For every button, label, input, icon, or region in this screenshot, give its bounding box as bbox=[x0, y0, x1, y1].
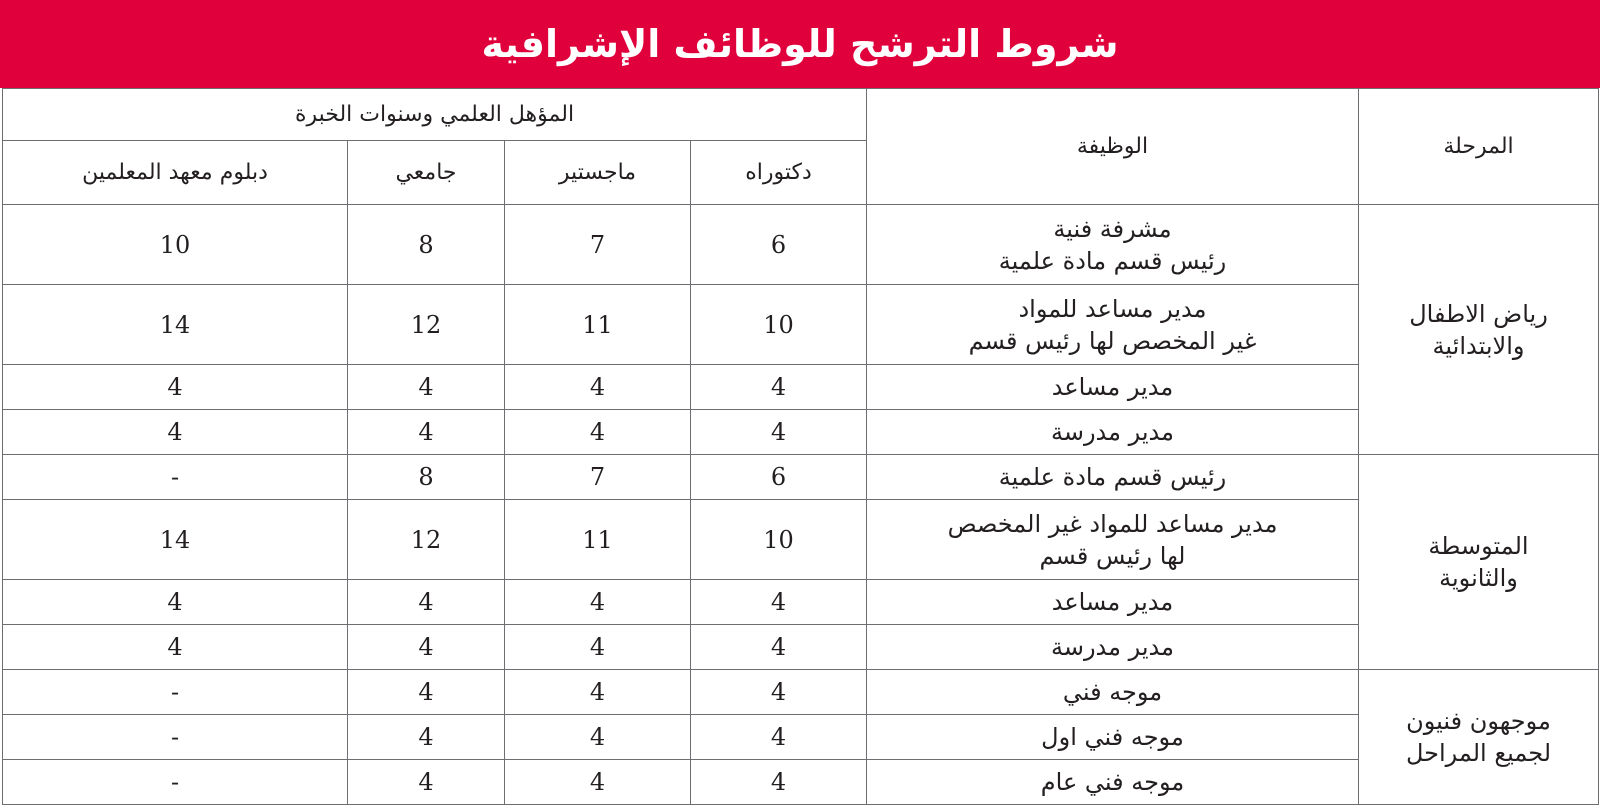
table-row bbox=[3, 455, 1599, 500]
university-cell: 4 bbox=[348, 410, 505, 455]
masters-cell: 7 bbox=[505, 455, 691, 500]
stage-line: لجميع المراحل bbox=[1405, 739, 1552, 767]
diploma-cell: 14 bbox=[3, 500, 348, 580]
diploma-cell: - bbox=[3, 760, 348, 805]
doctorate-cell: 4 bbox=[691, 365, 867, 410]
stage-line: والابتدائية bbox=[1432, 331, 1525, 360]
job-line: غير المخصص لها رئيس قسم bbox=[968, 326, 1257, 355]
doctorate-cell: 4 bbox=[691, 760, 867, 805]
masters-cell: 11 bbox=[505, 285, 691, 365]
job-cell: مدير مدرسة bbox=[867, 410, 1359, 455]
header-job: الوظيفة bbox=[867, 89, 1359, 205]
stage-cell bbox=[1359, 455, 1599, 670]
job-cell: رئيس قسم مادة علمية bbox=[867, 455, 1359, 500]
masters-cell: 4 bbox=[505, 715, 691, 760]
header-doctorate: دكتوراه bbox=[691, 141, 867, 205]
masters-cell: 4 bbox=[505, 625, 691, 670]
university-cell: 12 bbox=[348, 500, 505, 580]
table-row bbox=[3, 670, 1599, 715]
masters-cell: 7 bbox=[505, 205, 691, 285]
masters-cell: 4 bbox=[505, 670, 691, 715]
header-university: جامعي bbox=[348, 141, 505, 205]
doctorate-cell: 6 bbox=[691, 205, 867, 285]
job-cell: موجه فني bbox=[867, 670, 1359, 715]
stage-cell bbox=[1359, 205, 1599, 455]
diploma-cell: - bbox=[3, 670, 348, 715]
masters-cell: 4 bbox=[505, 580, 691, 625]
university-cell: 8 bbox=[348, 455, 505, 500]
doctorate-cell: 4 bbox=[691, 580, 867, 625]
stage-line: موجهون فنيون bbox=[1406, 707, 1551, 735]
university-cell: 4 bbox=[348, 670, 505, 715]
diploma-cell: 4 bbox=[3, 625, 348, 670]
masters-cell: 4 bbox=[505, 760, 691, 805]
header-masters: ماجستير bbox=[505, 141, 691, 205]
job-line: مدير مساعد للمواد غير المخصص bbox=[947, 509, 1278, 538]
job-cell bbox=[867, 500, 1359, 580]
doctorate-cell: 4 bbox=[691, 715, 867, 760]
job-line: لها رئيس قسم bbox=[1039, 541, 1186, 570]
header-stage: المرحلة bbox=[1359, 89, 1599, 205]
doctorate-cell: 4 bbox=[691, 670, 867, 715]
header-row bbox=[3, 89, 1599, 141]
diploma-cell: 4 bbox=[3, 580, 348, 625]
title-banner bbox=[0, 0, 1600, 88]
requirements-table bbox=[2, 88, 1599, 805]
university-cell: 4 bbox=[348, 580, 505, 625]
doctorate-cell: 10 bbox=[691, 285, 867, 365]
doctorate-cell: 10 bbox=[691, 500, 867, 580]
university-cell: 4 bbox=[348, 625, 505, 670]
job-cell: مدير مدرسة bbox=[867, 625, 1359, 670]
job-line: مشرفة فنية bbox=[1053, 214, 1172, 243]
table-row bbox=[3, 205, 1599, 285]
stage-line: والثانوية bbox=[1439, 564, 1518, 592]
job-line: رئيس قسم مادة علمية bbox=[998, 246, 1227, 275]
masters-cell: 4 bbox=[505, 365, 691, 410]
university-cell: 12 bbox=[348, 285, 505, 365]
diploma-cell: - bbox=[3, 455, 348, 500]
page-title: شروط الترشح للوظائف الإشرافية bbox=[481, 22, 1119, 66]
masters-cell: 4 bbox=[505, 410, 691, 455]
doctorate-cell: 6 bbox=[691, 455, 867, 500]
university-cell: 4 bbox=[348, 365, 505, 410]
diploma-cell: 10 bbox=[3, 205, 348, 285]
stage-line: المتوسطة bbox=[1428, 532, 1529, 560]
diploma-cell: 4 bbox=[3, 410, 348, 455]
diploma-cell: 4 bbox=[3, 365, 348, 410]
university-cell: 4 bbox=[348, 715, 505, 760]
masters-cell: 11 bbox=[505, 500, 691, 580]
university-cell: 8 bbox=[348, 205, 505, 285]
diploma-cell: 14 bbox=[3, 285, 348, 365]
doctorate-cell: 4 bbox=[691, 625, 867, 670]
job-cell: مدير مساعد bbox=[867, 365, 1359, 410]
job-cell bbox=[867, 285, 1359, 365]
stage-line: رياض الاطفال bbox=[1409, 299, 1548, 328]
job-cell: موجه فني عام bbox=[867, 760, 1359, 805]
job-cell bbox=[867, 205, 1359, 285]
job-line: مدير مساعد للمواد bbox=[1018, 294, 1207, 323]
job-cell: مدير مساعد bbox=[867, 580, 1359, 625]
header-diploma: دبلوم معهد المعلمين bbox=[3, 141, 348, 205]
university-cell: 4 bbox=[348, 760, 505, 805]
diploma-cell: - bbox=[3, 715, 348, 760]
stage-cell bbox=[1359, 670, 1599, 805]
job-cell: موجه فني اول bbox=[867, 715, 1359, 760]
header-qualification-group: المؤهل العلمي وسنوات الخبرة bbox=[3, 89, 867, 141]
doctorate-cell: 4 bbox=[691, 410, 867, 455]
